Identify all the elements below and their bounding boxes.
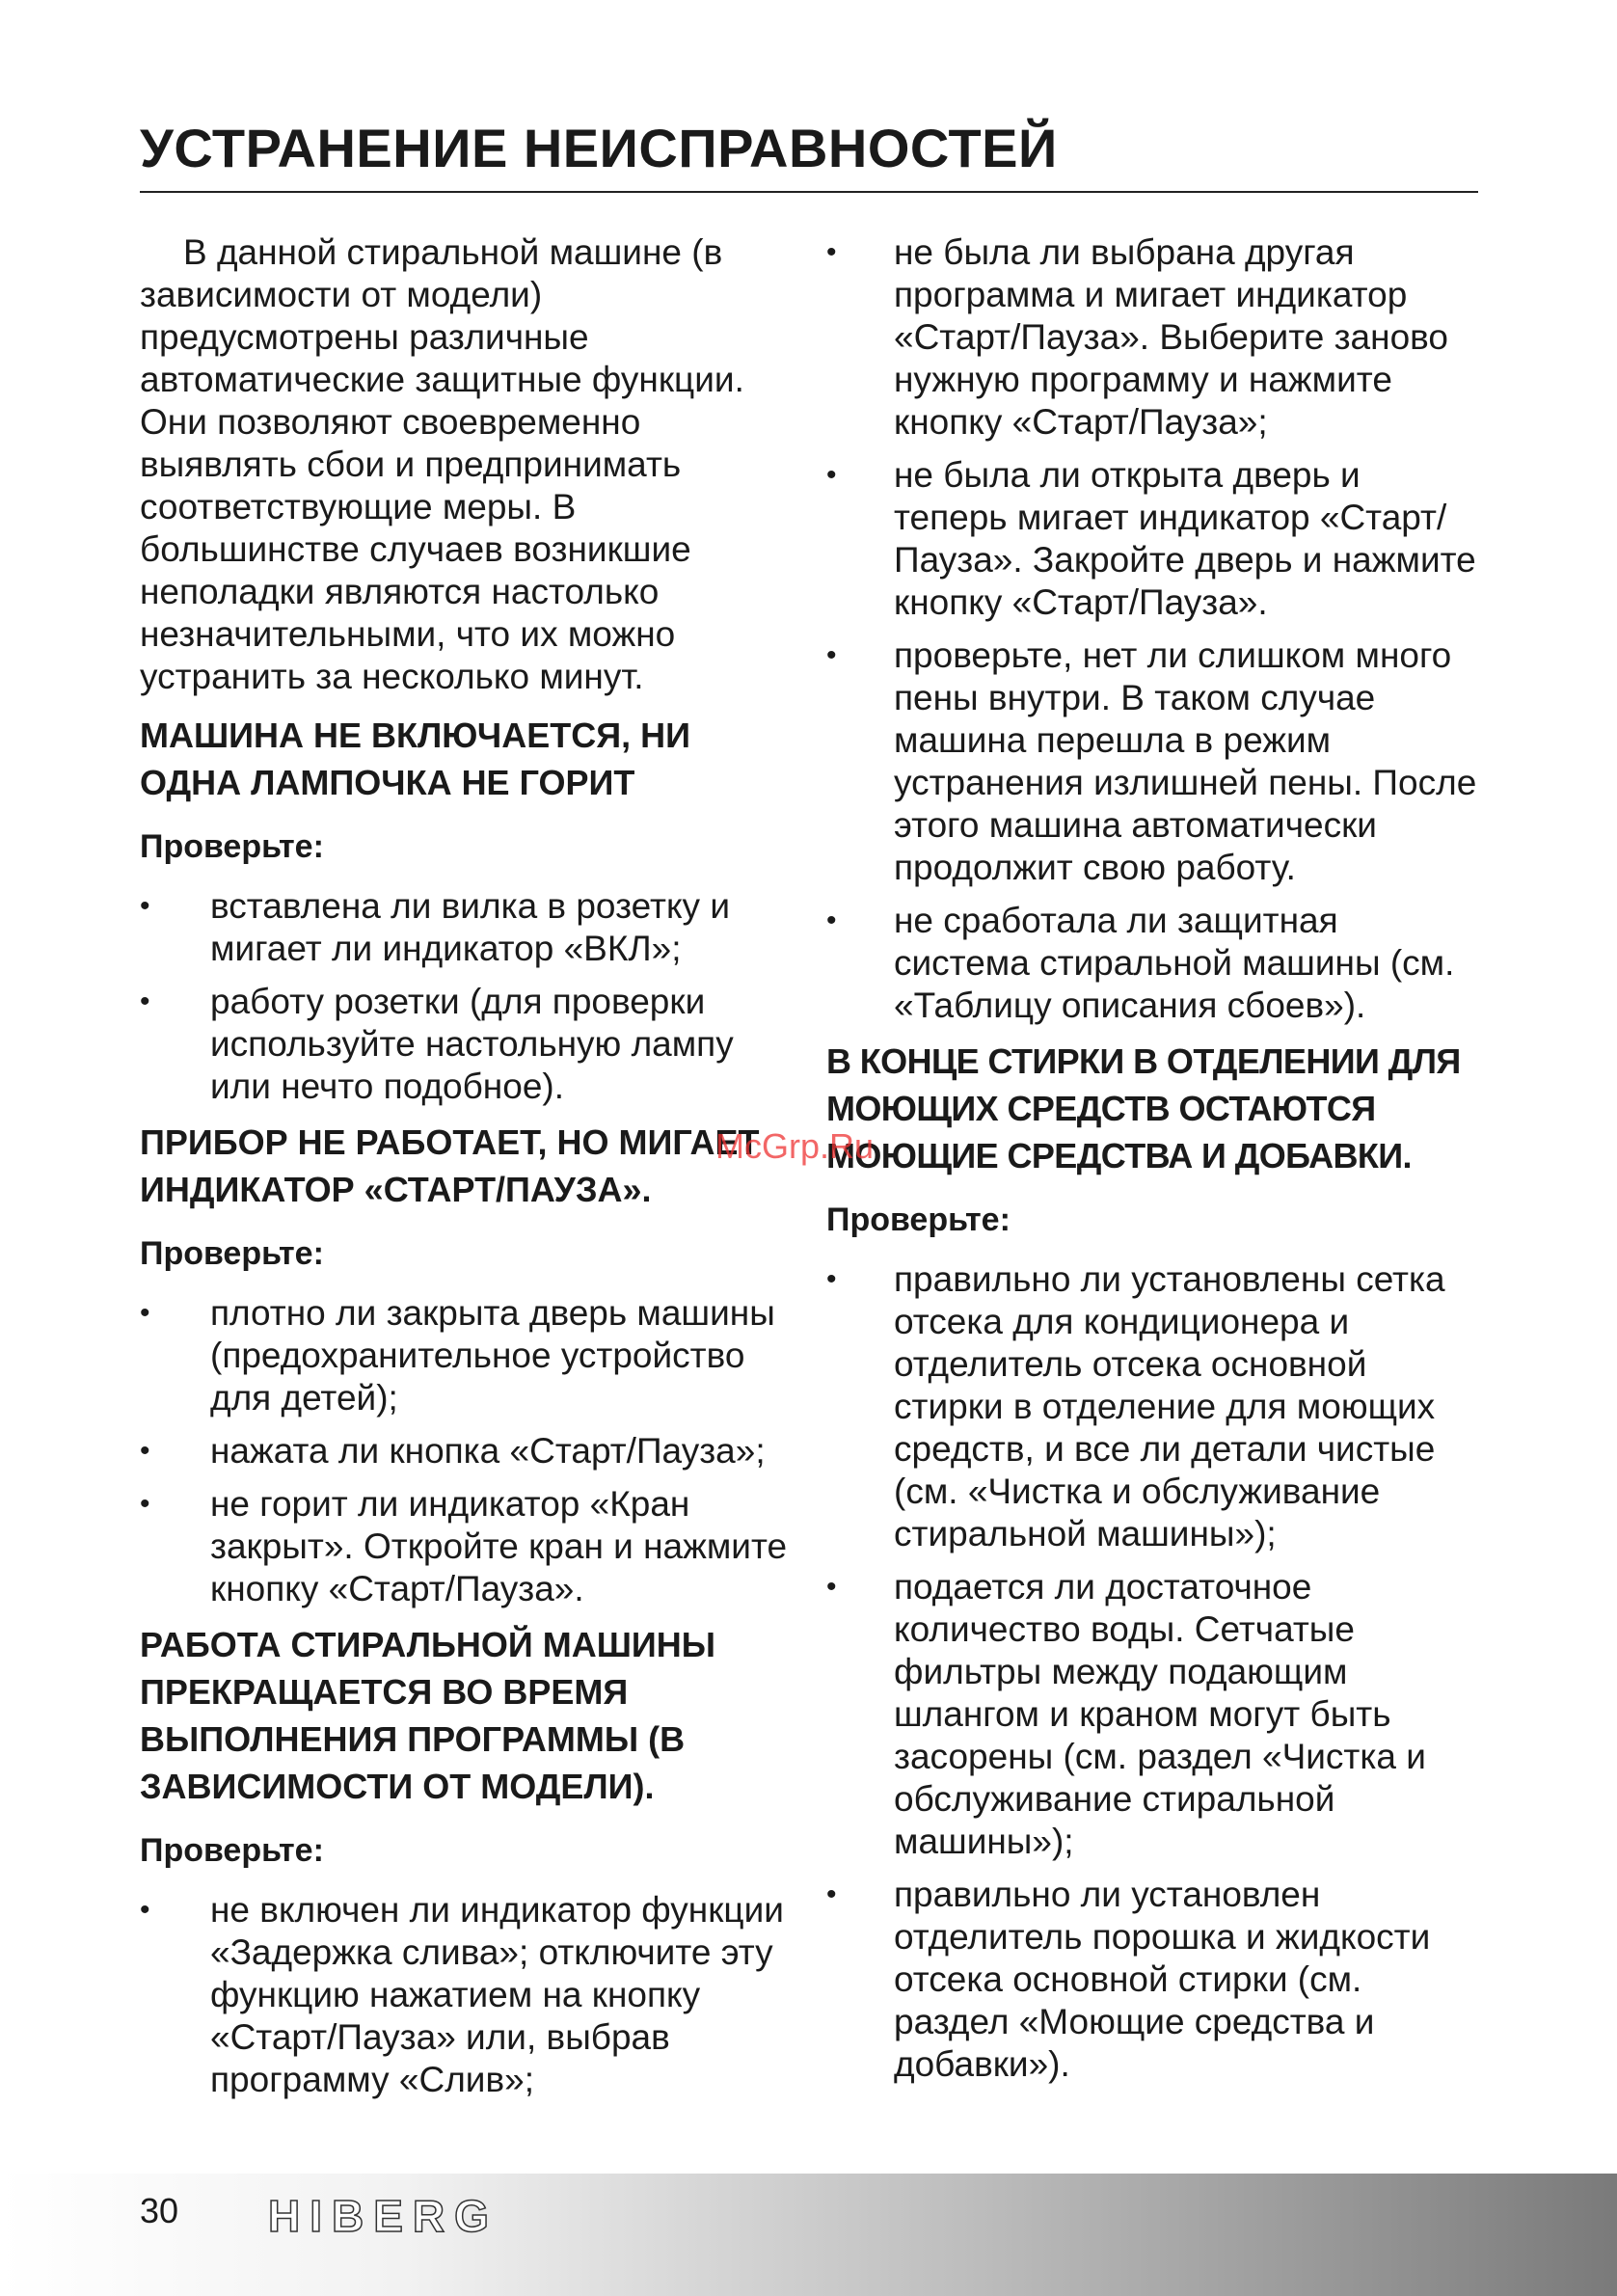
left-column [140,231,795,2112]
bullet-icon: • [140,1435,150,1467]
list-item: • работу розетки (для проверки используйте настольную лампу или нечто подобное). [140,982,734,1106]
list-item: • не была ли открыта дверь и теперь мигает индикатор «Старт/Пауза». Закройте дверь и нажмите кнопку «Старт/Пауза». [826,455,1476,622]
section-heading-stops-during-program: РАБОТА СТИРАЛЬНОЙ МАШИНЫ ПРЕКРАЩАЕТСЯ ВО ВРЕМЯ ВЫПОЛНЕНИЯ ПРОГРАММЫ (В ЗАВИСИМОСТИ ОТ МОДЕЛИ). [140,1625,715,1806]
page-number: 30 [140,2191,179,2230]
bullet-icon: • [826,1571,837,1603]
bullet-icon: • [826,1878,837,1910]
section-heading-detergent-remains: В КОНЦЕ СТИРКИ В ОТДЕЛЕНИИ ДЛЯ МОЮЩИХ СРЕДСТВ ОСТАЮТСЯ МОЮЩИЕ СРЕДСТВА И ДОБАВКИ. [826,1041,1461,1175]
bullet-icon: • [826,459,837,491]
bullet-icon: • [140,1297,150,1329]
bullet-icon: • [140,1488,150,1520]
bullet-icon: • [140,1894,150,1926]
bullet-icon: • [826,1263,837,1295]
list-item: • проверьте, нет ли слишком много пены внутри. В таком случае машина перешла в режим устранения излишней пены. После этого машина автоматически продолжит свою работу. [826,635,1477,887]
checklist-start-pause [140,1292,795,1610]
right-column [826,231,1478,2096]
list-item: • не горит ли индикатор «Кран закрыт». Откройте кран и нажмите кнопку «Старт/Пауза». [140,1484,788,1608]
brand-logo [268,2195,553,2237]
list-item: • подается ли достаточное количество воды. Сетчатые фильтры между подающим шлангом и краном могут быть засорены (см. раздел «Чистка и обслуживание стиральной машины»); [826,1567,1426,1861]
section-heading-no-power: МАШИНА НЕ ВКЛЮЧАЕТСЯ, НИ ОДНА ЛАМПОЧКА НЕ ГОРИТ [140,716,690,802]
watermark: McGrp.Ru [715,1126,875,1166]
list-item: • правильно ли установлены сетка отсека для кондиционера и отделитель отсека основной стирки в отделение для моющих средств, и все ли детали чистые (см. «Чистка и обслуживание стиральной машины»); [826,1259,1445,1553]
brand-logo-text: HIBERG [268,2195,499,2237]
list-item: • не включен ли индикатор функции «Задержка слива»; отключите эту функцию нажатием на кнопку «Старт/Пауза» или, выбрав программу «Слив»; [140,1890,784,2099]
list-item: • плотно ли закрыта дверь машины (предохранительное устройство для детей); [140,1293,775,1418]
list-item: • не была ли выбрана другая программа и мигает индикатор «Старт/Пауза». Выберите заново нужную программу и нажмите кнопку «Старт/Пауза»; [826,232,1448,442]
check-label: Проверьте: [140,828,324,865]
bullet-icon: • [826,639,837,671]
bullet-icon: • [140,890,150,922]
check-label: Проверьте: [826,1202,1011,1238]
checklist-continued [826,231,1478,1027]
bullet-icon: • [826,236,837,268]
checklist-stops [140,1889,795,2101]
list-item: • не сработала ли защитная система стиральной машины (см. «Таблицу описания сбоев»). [826,901,1455,1025]
footer-bar [0,2174,1617,2296]
check-label: Проверьте: [140,1235,324,1272]
list-item: • вставлена ли вилка в розетку и мигает ли индикатор «ВКЛ»; [140,886,730,968]
list-item: • правильно ли установлен отделитель порошка и жидкости отсека основной стирки (см. раздел «Моющие средства и добавки»). [826,1875,1431,2084]
checklist-detergent [826,1258,1478,2086]
section-heading-start-pause-blinks: ПРИБОР НЕ РАБОТАЕТ, НО МИГАЕТ ИНДИКАТОР «СТАРТ/ПАУЗА». [140,1122,760,1209]
bullet-icon: • [140,986,150,1017]
intro-paragraph: В данной стиральной машине (в зависимости от модели) предусмотрены различные автоматические защитные функции. Они позволяют своевременно выявлять сбои и предпринимать соответствующие меры. В большинстве случаев возникшие неполадки являются настолько незначительными, что их можно устранить за несколько минут. [140,232,744,696]
checklist-no-power [140,885,795,1108]
list-item: • нажата ли кнопка «Старт/Пауза»; [140,1431,766,1471]
page-title: УСТРАНЕНИЕ НЕИСПРАВНОСТЕЙ [140,118,1478,193]
check-label: Проверьте: [140,1832,324,1869]
bullet-icon: • [826,905,837,936]
